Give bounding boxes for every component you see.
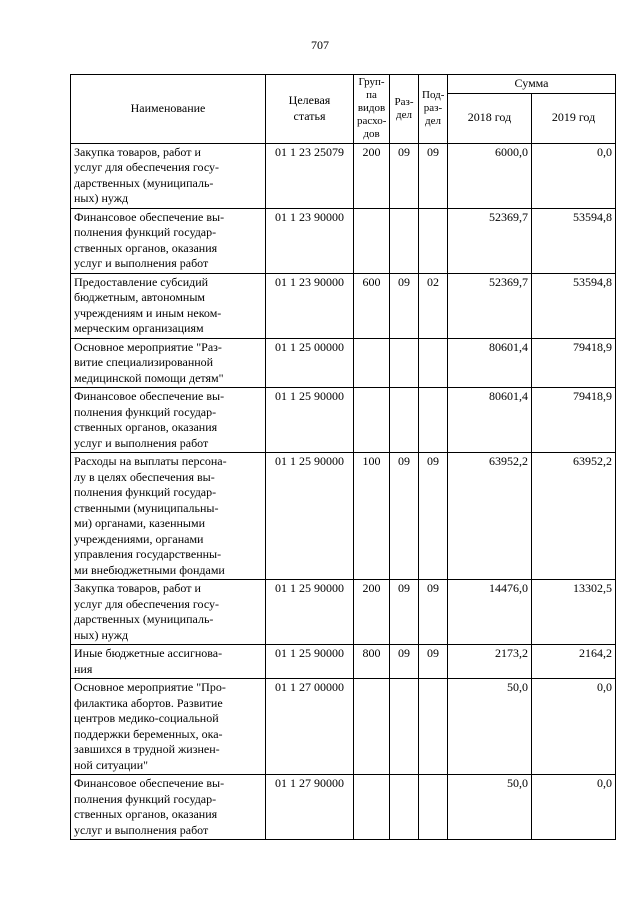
row-sum-2019: 63952,2 bbox=[532, 453, 616, 580]
row-subsection bbox=[419, 679, 448, 775]
row-expense-group bbox=[354, 775, 390, 840]
table-row bbox=[71, 273, 616, 338]
row-name-line: филактика абортов. Развитие bbox=[74, 695, 223, 710]
row-name-line: ми) органами, казенными bbox=[74, 516, 205, 530]
row-name-line: лу в целях обеспечения вы- bbox=[74, 469, 215, 484]
row-name-line: услуг и выполнения работ bbox=[74, 256, 209, 270]
row-sum-2019: 2164,2 bbox=[532, 645, 616, 679]
header-section-line1: Раз- bbox=[394, 95, 414, 108]
header-expense-group bbox=[354, 75, 390, 144]
header-group-line1: Груп- bbox=[358, 76, 385, 89]
row-sum-2018: 50,0 bbox=[448, 775, 532, 840]
row-name-line: Закупка товаров, работ и bbox=[74, 144, 201, 159]
row-name-line: мерческим организациям bbox=[74, 321, 204, 335]
table-row bbox=[71, 388, 616, 453]
header-year-2019: 2019 год bbox=[532, 93, 616, 143]
header-section bbox=[390, 75, 419, 144]
header-subsection-line3: дел bbox=[425, 115, 441, 128]
row-name-line: учреждениям и иным неком- bbox=[74, 305, 222, 320]
row-target-article: 01 1 27 00000 bbox=[266, 679, 354, 775]
row-name-line: полнения функций государ- bbox=[74, 225, 217, 239]
row-expense-group: 200 bbox=[354, 580, 390, 645]
row-target-article: 01 1 25 90000 bbox=[266, 580, 354, 645]
header-sum: Сумма bbox=[448, 75, 616, 94]
row-expense-group bbox=[354, 208, 390, 273]
row-subsection bbox=[419, 388, 448, 453]
row-sum-2019: 53594,8 bbox=[532, 273, 616, 338]
row-name-line: завшихся в трудной жизнен- bbox=[74, 742, 220, 756]
row-sum-2018: 80601,4 bbox=[448, 388, 532, 453]
row-name-line: управления государственны- bbox=[74, 547, 222, 561]
row-section: 09 bbox=[390, 273, 419, 338]
row-subsection: 09 bbox=[419, 645, 448, 679]
row-subsection: 02 bbox=[419, 273, 448, 338]
row-section: 09 bbox=[390, 645, 419, 679]
table-row bbox=[71, 775, 616, 840]
row-expense-group bbox=[354, 388, 390, 453]
row-name bbox=[71, 338, 266, 388]
row-name-line: ственных органов, оказания bbox=[74, 420, 218, 434]
row-name-line: поддержки беременных, ока- bbox=[74, 726, 223, 741]
row-sum-2018: 80601,4 bbox=[448, 338, 532, 388]
row-name-line: Закупка товаров, работ и bbox=[74, 581, 201, 595]
header-subsection-line1: Под- bbox=[422, 89, 445, 102]
row-expense-group bbox=[354, 679, 390, 775]
header-row bbox=[71, 75, 616, 94]
row-name bbox=[71, 453, 266, 580]
header-target-line2: статья bbox=[293, 108, 326, 123]
row-name bbox=[71, 273, 266, 338]
row-sum-2019: 0,0 bbox=[532, 775, 616, 840]
header-group-line4: расхо- bbox=[357, 115, 387, 128]
page-number: 707 bbox=[311, 38, 329, 52]
row-name-line: ных) нужд bbox=[74, 627, 129, 642]
row-name-line: услуг для обеспечения госу- bbox=[74, 160, 220, 174]
row-sum-2019: 0,0 bbox=[532, 143, 616, 208]
row-target-article: 01 1 25 00000 bbox=[266, 338, 354, 388]
row-name-line: Основное мероприятие "Про- bbox=[74, 680, 226, 694]
row-name bbox=[71, 208, 266, 273]
row-name bbox=[71, 645, 266, 679]
header-group-line2: па bbox=[366, 89, 377, 102]
header-group-line3: видов bbox=[357, 102, 386, 115]
row-name bbox=[71, 143, 266, 208]
row-name-line: витие специализированной bbox=[74, 355, 214, 369]
row-sum-2019: 0,0 bbox=[532, 679, 616, 775]
header-subsection bbox=[419, 75, 448, 144]
row-sum-2018: 52369,7 bbox=[448, 208, 532, 273]
header-year-2018: 2018 год bbox=[448, 93, 532, 143]
row-name-line: ственных органов, оказания bbox=[74, 807, 218, 821]
row-expense-group: 800 bbox=[354, 645, 390, 679]
row-name-line: Основное мероприятие "Раз- bbox=[74, 339, 222, 354]
row-name-line: полнения функций государ- bbox=[74, 485, 217, 499]
row-name-line: бюджетным, автономным bbox=[74, 290, 205, 304]
row-name-line: дарственных (муниципаль- bbox=[74, 612, 214, 626]
row-expense-group bbox=[354, 338, 390, 388]
row-name-line: услуг для обеспечения госу- bbox=[74, 596, 220, 611]
row-expense-group: 600 bbox=[354, 273, 390, 338]
row-target-article: 01 1 25 90000 bbox=[266, 453, 354, 580]
row-name-line: услуг и выполнения работ bbox=[74, 822, 209, 837]
table-row bbox=[71, 143, 616, 208]
row-name bbox=[71, 679, 266, 775]
row-expense-group: 200 bbox=[354, 143, 390, 208]
row-target-article: 01 1 25 90000 bbox=[266, 645, 354, 679]
row-section: 09 bbox=[390, 580, 419, 645]
row-name-line: ственных органов, оказания bbox=[74, 240, 218, 255]
row-sum-2018: 52369,7 bbox=[448, 273, 532, 338]
row-sum-2018: 63952,2 bbox=[448, 453, 532, 580]
row-sum-2018: 6000,0 bbox=[448, 143, 532, 208]
table-body bbox=[71, 143, 616, 840]
row-subsection bbox=[419, 208, 448, 273]
row-sum-2018: 50,0 bbox=[448, 679, 532, 775]
row-name-line: Финансовое обеспечение вы- bbox=[74, 776, 225, 790]
row-section bbox=[390, 208, 419, 273]
row-target-article: 01 1 25 90000 bbox=[266, 388, 354, 453]
header-group-line5: дов bbox=[363, 128, 380, 141]
row-name-line: ми внебюджетными фондами bbox=[74, 562, 225, 577]
row-expense-group: 100 bbox=[354, 453, 390, 580]
table-row bbox=[71, 338, 616, 388]
row-subsection: 09 bbox=[419, 143, 448, 208]
row-name-line: ственными (муниципальны- bbox=[74, 500, 219, 515]
row-name-line: ной ситуации" bbox=[74, 757, 149, 772]
row-section bbox=[390, 679, 419, 775]
row-name-line: полнения функций государ- bbox=[74, 404, 217, 419]
row-name-line: ния bbox=[74, 661, 93, 676]
row-section: 09 bbox=[390, 453, 419, 580]
row-sum-2018: 14476,0 bbox=[448, 580, 532, 645]
row-name-line: медицинской помощи детям" bbox=[74, 370, 224, 385]
row-sum-2019: 53594,8 bbox=[532, 208, 616, 273]
row-name-line: Финансовое обеспечение вы- bbox=[74, 389, 225, 403]
header-target-line1: Целевая bbox=[288, 93, 331, 108]
row-target-article: 01 1 23 90000 bbox=[266, 208, 354, 273]
row-name-line: Финансовое обеспечение вы- bbox=[74, 209, 225, 224]
row-name-line: ных) нужд bbox=[74, 191, 129, 205]
row-sum-2018: 2173,2 bbox=[448, 645, 532, 679]
row-section bbox=[390, 338, 419, 388]
row-name-line: Расходы на выплаты персона- bbox=[74, 454, 227, 468]
row-section bbox=[390, 388, 419, 453]
row-subsection: 09 bbox=[419, 453, 448, 580]
row-sum-2019: 79418,9 bbox=[532, 338, 616, 388]
header-section-line2: дел bbox=[396, 108, 412, 121]
row-name bbox=[71, 388, 266, 453]
header-subsection-line2: раз- bbox=[423, 102, 443, 115]
row-section: 09 bbox=[390, 143, 419, 208]
row-name-line: услуг и выполнения работ bbox=[74, 435, 209, 450]
row-target-article: 01 1 23 25079 bbox=[266, 143, 354, 208]
row-name-line: учреждениями, органами bbox=[74, 531, 204, 546]
header-target-article bbox=[266, 75, 354, 144]
table-row bbox=[71, 679, 616, 775]
table-row bbox=[71, 208, 616, 273]
row-target-article: 01 1 27 90000 bbox=[266, 775, 354, 840]
row-sum-2019: 79418,9 bbox=[532, 388, 616, 453]
row-sum-2019: 13302,5 bbox=[532, 580, 616, 645]
row-subsection bbox=[419, 338, 448, 388]
row-section bbox=[390, 775, 419, 840]
row-name-line: центров медико-социальной bbox=[74, 711, 219, 725]
row-name-line: Предоставление субсидий bbox=[74, 274, 209, 289]
table-row bbox=[71, 580, 616, 645]
row-subsection bbox=[419, 775, 448, 840]
table-row bbox=[71, 453, 616, 580]
table-row bbox=[71, 645, 616, 679]
row-subsection: 09 bbox=[419, 580, 448, 645]
row-name bbox=[71, 775, 266, 840]
header-name: Наименование bbox=[71, 75, 266, 144]
row-name-line: Иные бюджетные ассигнова- bbox=[74, 646, 223, 660]
budget-table bbox=[70, 74, 616, 840]
row-target-article: 01 1 23 90000 bbox=[266, 273, 354, 338]
row-name-line: полнения функций государ- bbox=[74, 791, 217, 806]
row-name-line: дарственных (муниципаль- bbox=[74, 175, 214, 190]
row-name bbox=[71, 580, 266, 645]
